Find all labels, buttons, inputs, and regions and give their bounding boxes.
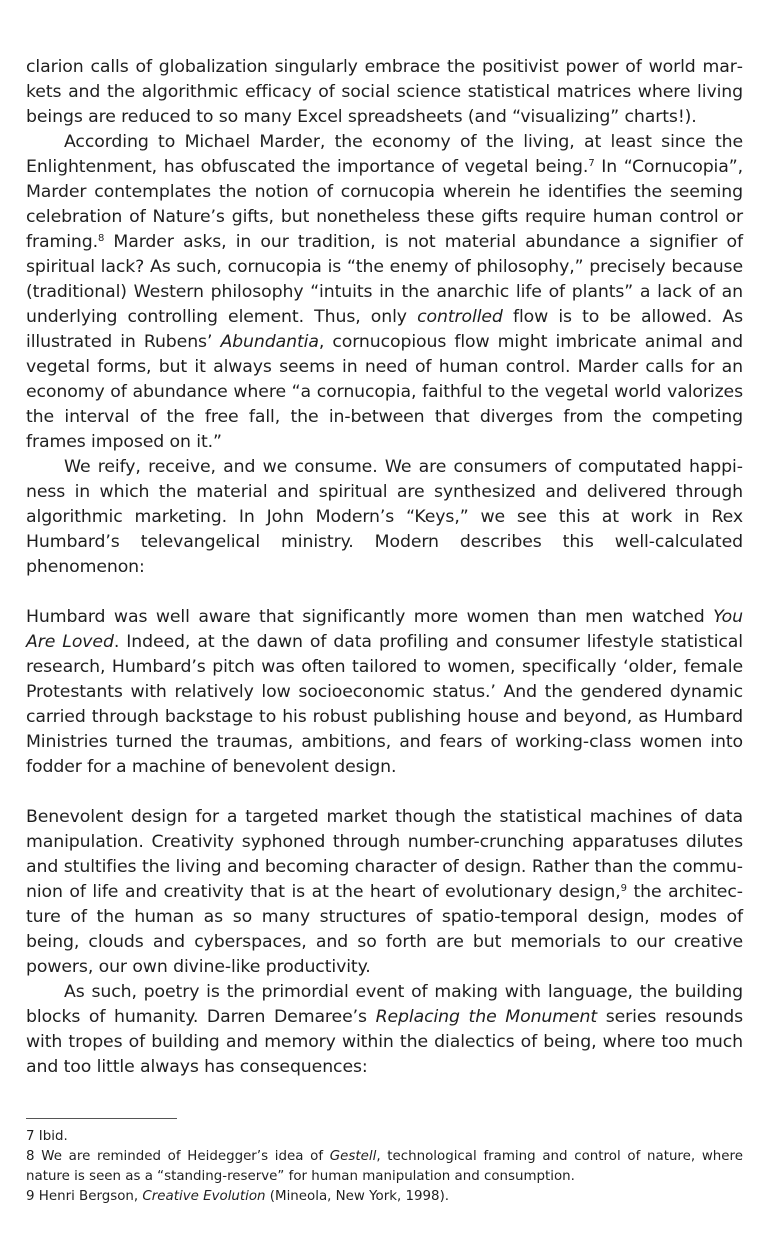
footnote-8-text-b: , technological framing and control of nature, where nature is seen as a “standing-reserve” for human manipulation and consumption. (26, 1149, 743, 1184)
block-quote-humbard (26, 605, 743, 780)
footnote-8-text-a: 8 We are reminded of Heidegger’s idea of (26, 1149, 330, 1164)
footnote-9-text-b: (Mineola, New York, 1998). (265, 1189, 450, 1204)
paragraph-marder-text-c: Marder asks, in our tradition, is not material abundance a signifier of spiritual lack? As such, cornucopia is “the enemy of philosophy,” precisely because (traditional) Western philosophy “intuits in the anarchic life of plants” a lack of an underlying controlling element. Thus, only (26, 232, 743, 327)
paragraph-benevolent-text-a: Benevolent design for a targeted market though the statistical machines of data manipulation. Creativity syphoned through number-crunching apparatuses dilutes and stultifies the living and becoming character of design. Rather than the communion of life and creativity that is at the heart of evolutionary design, (26, 807, 743, 902)
spacer (26, 580, 743, 605)
term-gestell: Gestell (329, 1149, 377, 1164)
title-creative-evolution: Creative Evolution (142, 1189, 266, 1204)
title-you-are-loved: You Are Loved (26, 607, 743, 652)
paragraph-poetry (26, 980, 743, 1080)
page-body (26, 55, 743, 1080)
paragraph-poetry-text-b: series resounds with tropes of building and memory within the dialectics of being, where too much and too little always has consequences: (26, 1007, 743, 1077)
paragraph-consume: We reify, receive, and we consume. We are consumers of computated happiness in which the material and spiritual are synthesized and delivered through algorithmic marketing. In John Modern’s “Keys,” we see this at work in Rex Humbard’s televangelical ministry. Modern describes this well-calculated phenomenon: (26, 457, 743, 577)
paragraph-benevolent-text-b: the architecture of the human as so many structures of spatio-temporal design, modes of being, clouds and cyberspaces, and so forth are but memorials to our creative powers, our own divine-like productivity. (26, 882, 743, 977)
paragraph-marder-text-a: According to Michael Marder, the economy of the living, at least since the Enlightenment, has obfuscated the importance of vegetal being. (26, 132, 743, 177)
paragraph-poetry-text-a: As such, poetry is the primordial event of making with language, the building blocks of humanity. Darren Demaree’s (26, 982, 743, 1027)
emphasis-controlled: controlled (417, 307, 503, 327)
title-abundantia: Abundantia (220, 332, 319, 352)
paragraph-globalization: clarion calls of globalization singularly embrace the positivist power of world markets and the algorithmic efficacy of social science statistical matrices where living beings are reduced to so many Excel spreadsheets (and “visualizing” charts!). (26, 57, 743, 127)
title-replacing-the-monument: Replacing the Monument (375, 1007, 598, 1027)
footnote-ref-7[interactable]: 7 (588, 158, 595, 169)
footnote-divider (26, 1118, 177, 1119)
paragraph-marder-text-e: , cornucopious flow might imbricate animal and vegetal forms, but it always seems in need of human control. Marder calls for an economy of abundance where “a cornucopia, faithful to the vegetal world valorizes the interval of the free fall, the in-between that diverges from the competing frames imposed on it.” (26, 332, 743, 452)
footnote-ref-9[interactable]: 9 (620, 883, 627, 894)
paragraph-marder (26, 130, 743, 455)
paragraph-marder-text-b: In “Cornucopia”, Marder contemplates the notion of cornucopia wherein he identifies the seeming celebration of Nature’s gifts, but nonetheless these gifts require human control or framing. (26, 157, 743, 252)
block-quote-text-b: . Indeed, at the dawn of data profiling and consumer lifestyle statistical research, Humbard’s pitch was often tailored to women, specifically ‘older, female Protestants with relatively low socioeconomic status.’ And the gendered dynamic carried through backstage to his robust publishing house and beyond, as Humbard Ministries turned the traumas, ambitions, and fears of working-class women into fodder for a machine of benevolent design. (26, 632, 743, 777)
footnote-9-text-a: 9 Henri Bergson, (26, 1189, 143, 1204)
footnotes-section (26, 1118, 743, 1207)
footnote-8 (26, 1147, 743, 1187)
block-quote-text-a: Humbard was well aware that significantly more women than men watched (26, 607, 714, 627)
footnote-9 (26, 1187, 743, 1207)
paragraph-benevolent-design (26, 805, 743, 980)
footnote-7: 7 Ibid. (26, 1129, 68, 1144)
footnote-ref-8[interactable]: 8 (98, 233, 105, 244)
paragraph-marder-text-d: flow is to be allowed. As illustrated in Rubens’ (26, 307, 743, 352)
spacer (26, 780, 743, 805)
